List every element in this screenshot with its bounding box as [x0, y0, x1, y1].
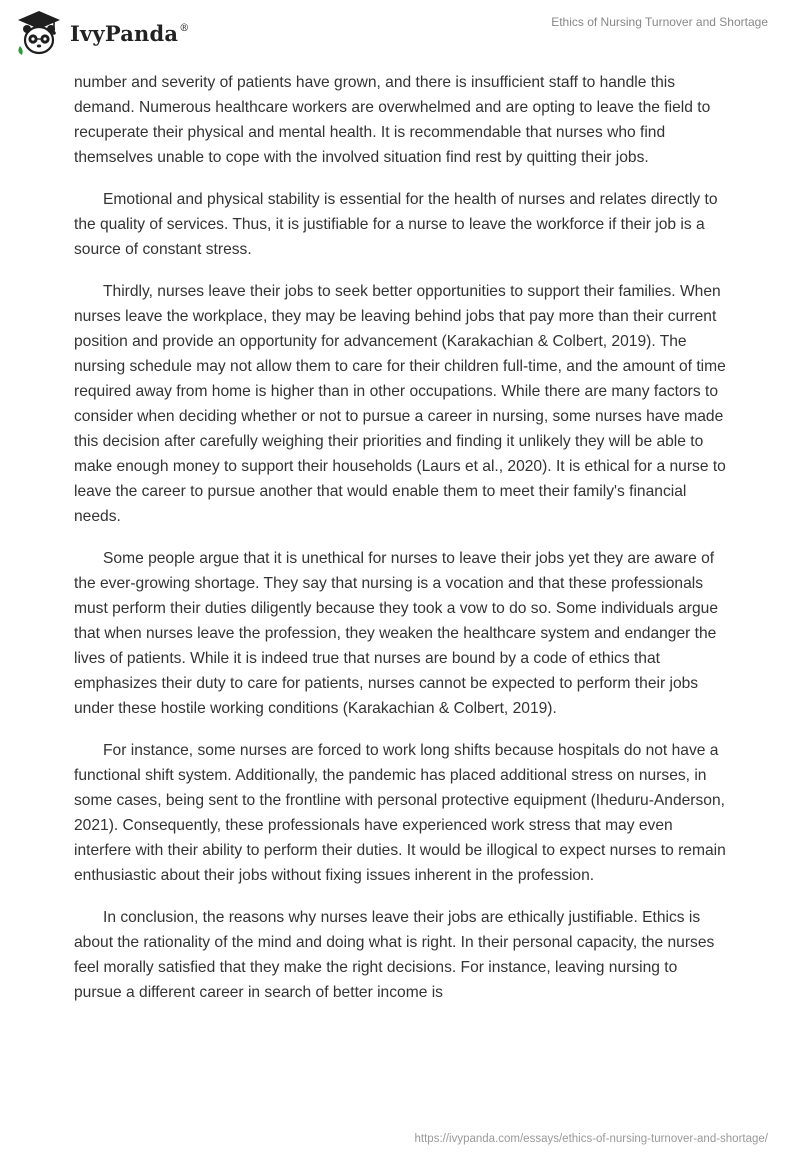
brand-logo[interactable]	[14, 8, 189, 58]
document-title: Ethics of Nursing Turnover and Shortage	[551, 15, 768, 29]
paragraph-better-opportunities: Thirdly, nurses leave their jobs to seek better opportunities to support their families. When nurses leave the workplace, they may be leaving behind jobs that pay more than their current position and provide an opportunity for advancement (Karakachian & Colbert, 2019). The nursing schedule may not allow them to care for their children full-time, and the amount of time required away from home is higher than in other occupations. While there are many factors to consider when deciding whether or not to pursue a career in nursing, some nurses have made this decision after carefully weighing their priorities and finding it unlikely they will be able to make enough money to support their households (Laurs et al., 2020). It is ethical for a nurse to leave the career to pursue another that would enable them to meet their family's financial needs.	[74, 283, 726, 525]
brand-name: IvyPanda®	[70, 20, 190, 46]
panda-graduate-icon	[14, 8, 64, 58]
paragraph-continuation: number and severity of patients have grown, and there is insufficient staff to handle this demand. Numerous healthcare workers are overwhelmed and are opting to leave the field to recuperate their physical and mental health. It is recommendable that nurses who find themselves unable to cope with the involved situation find rest by quitting their jobs.	[74, 74, 711, 166]
paragraph-emotional-stability: Emotional and physical stability is essential for the health of nurses and relates directly to the quality of services. Thus, it is justifiable for a nurse to leave the workforce if their job is a source of constant stress.	[74, 191, 718, 258]
paragraph-counterargument: Some people argue that it is unethical for nurses to leave their jobs yet they are aware of the ever-growing shortage. They say that nursing is a vocation and that these professionals must perform their duties diligently because they took a vow to do so. Some individuals argue that when nurses leave the profession, they weaken the healthcare system and endanger the lives of patients. While it is indeed true that nurses are bound by a code of ethics that emphasizes their duty to care for patients, nurses cannot be expected to perform their jobs under these hostile working conditions (Karakachian & Colbert, 2019).	[74, 550, 719, 717]
page-header	[0, 0, 800, 64]
essay-body	[74, 70, 726, 1022]
paragraph-conclusion: In conclusion, the reasons why nurses leave their jobs are ethically justifiable. Ethics is about the rationality of the mind and doing what is right. In their personal capacity, the nurses feel morally satisfied that they make the right decisions. For instance, leaving nursing to pursue a different career in search of better income is	[74, 909, 715, 1001]
paragraph-working-conditions: For instance, some nurses are forced to work long shifts because hospitals do not have a functional shift system. Additionally, the pandemic has placed additional stress on nurses, in some cases, being sent to the frontline with personal protective equipment (Iheduru-Anderson, 2021). Consequently, these professionals have experienced work stress that may even interfere with their ability to perform their duties. It would be illogical to expect nurses to remain enthusiastic about their jobs without fixing issues inherent in the profession.	[74, 742, 726, 884]
source-url-link[interactable]: https://ivypanda.com/essays/ethics-of-nursing-turnover-and-shortage/	[414, 1133, 768, 1145]
